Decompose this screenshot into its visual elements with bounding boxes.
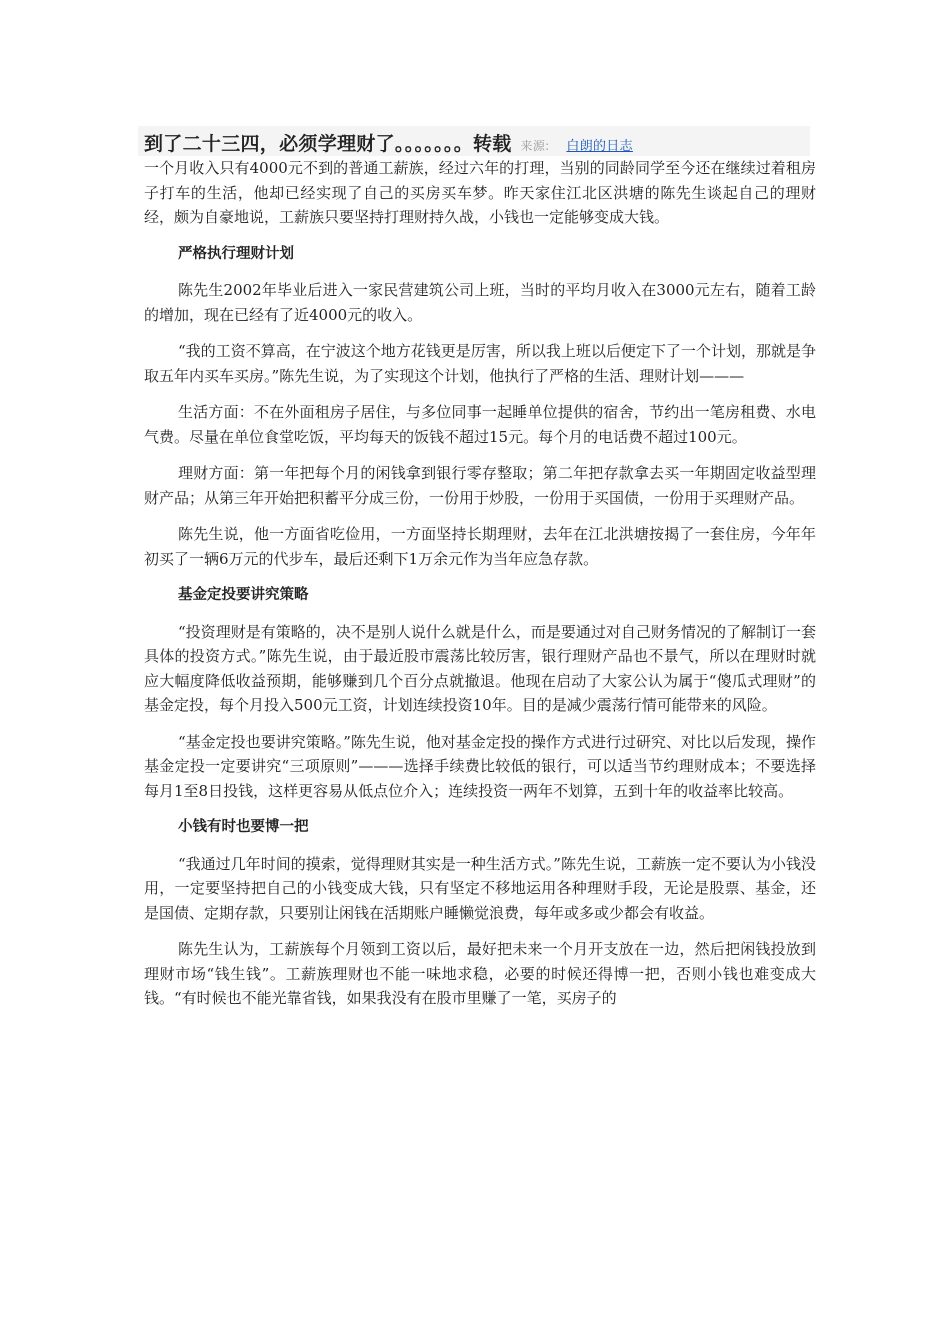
- source-label: 来源:: [520, 139, 550, 153]
- body-paragraph: 一个月收入只有4000元不到的普通工薪族，经过六年的打理，当别的同龄同学至今还在继续过着租房子打车的生活，他却已经实现了自己的买房买车梦。昨天家住江北区洪塘的陈先生谈起自己的理财经，颇为自豪地说，工薪族只要坚持打理财持久战，小钱也一定能够变成大钱。: [144, 159, 816, 226]
- source-link[interactable]: 白朗的日志: [566, 139, 633, 154]
- article-body: [144, 156, 816, 1023]
- body-paragraph: 陈先生2002年毕业后进入一家民营建筑公司上班，当时的平均月收入在3000元左右，随着工龄的增加，现在已经有了近4000元的收入。: [144, 281, 816, 324]
- body-paragraph: 陈先生说，他一方面省吃俭用，一方面坚持长期理财，去年在江北洪塘按揭了一套住房，今年年初买了一辆6万元的代步车，最后还剩下1万余元作为当年应急存款。: [144, 525, 816, 568]
- body-paragraph: 陈先生认为，工薪族每个月领到工资以后，最好把未来一个月开支放在一边，然后把闲钱投放到理财市场“钱生钱”。工薪族理财也不能一味地求稳，必要的时候还得博一把，否则小钱也难变成大钱。“有时候也不能光靠省钱，如果我没有在股市里赚了一笔，买房子的: [144, 940, 816, 1007]
- body-paragraph: “我的工资不算高，在宁波这个地方花钱更是厉害，所以我上班以后便定下了一个计划，那就是争取五年内买车买房。”陈先生说，为了实现这个计划，他执行了严格的生活、理财计划———: [144, 342, 816, 385]
- body-paragraph: 理财方面：第一年把每个月的闲钱拿到银行零存整取；第二年把存款拿去买一年期固定收益型理财产品；从第三年开始把积蓄平分成三份，一份用于炒股，一份用于买国债，一份用于买理财产品。: [144, 464, 816, 507]
- body-paragraph: “投资理财是有策略的，决不是别人说什么就是什么，而是要通过对自己财务情况的了解制订一套具体的投资方式。”陈先生说，由于最近股市震荡比较厉害，银行理财产品也不景气，所以在理财时就应大幅度降低收益预期，能够赚到几个百分点就撤退。他现在启动了大家公认为属于“傻瓜式理财”的基金定投，每个月投入500元工资，计划连续投资10年。目的是减少震荡行情可能带来的风险。: [144, 622, 816, 714]
- section-heading: 严格执行理财计划: [178, 245, 294, 262]
- section-heading: 基金定投要讲究策略: [178, 587, 309, 603]
- article-title-row: [144, 129, 633, 156]
- body-paragraph: “我通过几年时间的摸索，觉得理财其实是一种生活方式。”陈先生说，工薪族一定不要认为小钱没用，一定要坚持把自己的小钱变成大钱，只有坚定不移地运用各种理财手段，无论是股票、基金，还是国债、定期存款，只要别让闲钱在活期账户睡懒觉浪费，每年或多或少都会有收益。: [144, 854, 816, 922]
- body-paragraph: “基金定投也要讲究策略。”陈先生说，他对基金定投的操作方式进行过研究、对比以后发现，操作基金定投一定要讲究“三项原则”———选择手续费比较低的银行，可以适当节约理财成本；不要选择每月1至8日投钱，这样更容易从低点位介入；连续投资一两年不划算，五到十年的收益率比较高。: [144, 732, 816, 800]
- section-heading: 小钱有时也要博一把: [178, 819, 309, 835]
- body-paragraph: 生活方面：不在外面租房子居住，与多位同事一起睡单位提供的宿舍，节约出一笔房租费、水电气费。尽量在单位食堂吃饭，平均每天的饭钱不超过15元。每个月的电话费不超过100元。: [144, 403, 816, 446]
- article-title: 到了二十三四，必须学理财了。。。。。。。转载: [144, 133, 512, 155]
